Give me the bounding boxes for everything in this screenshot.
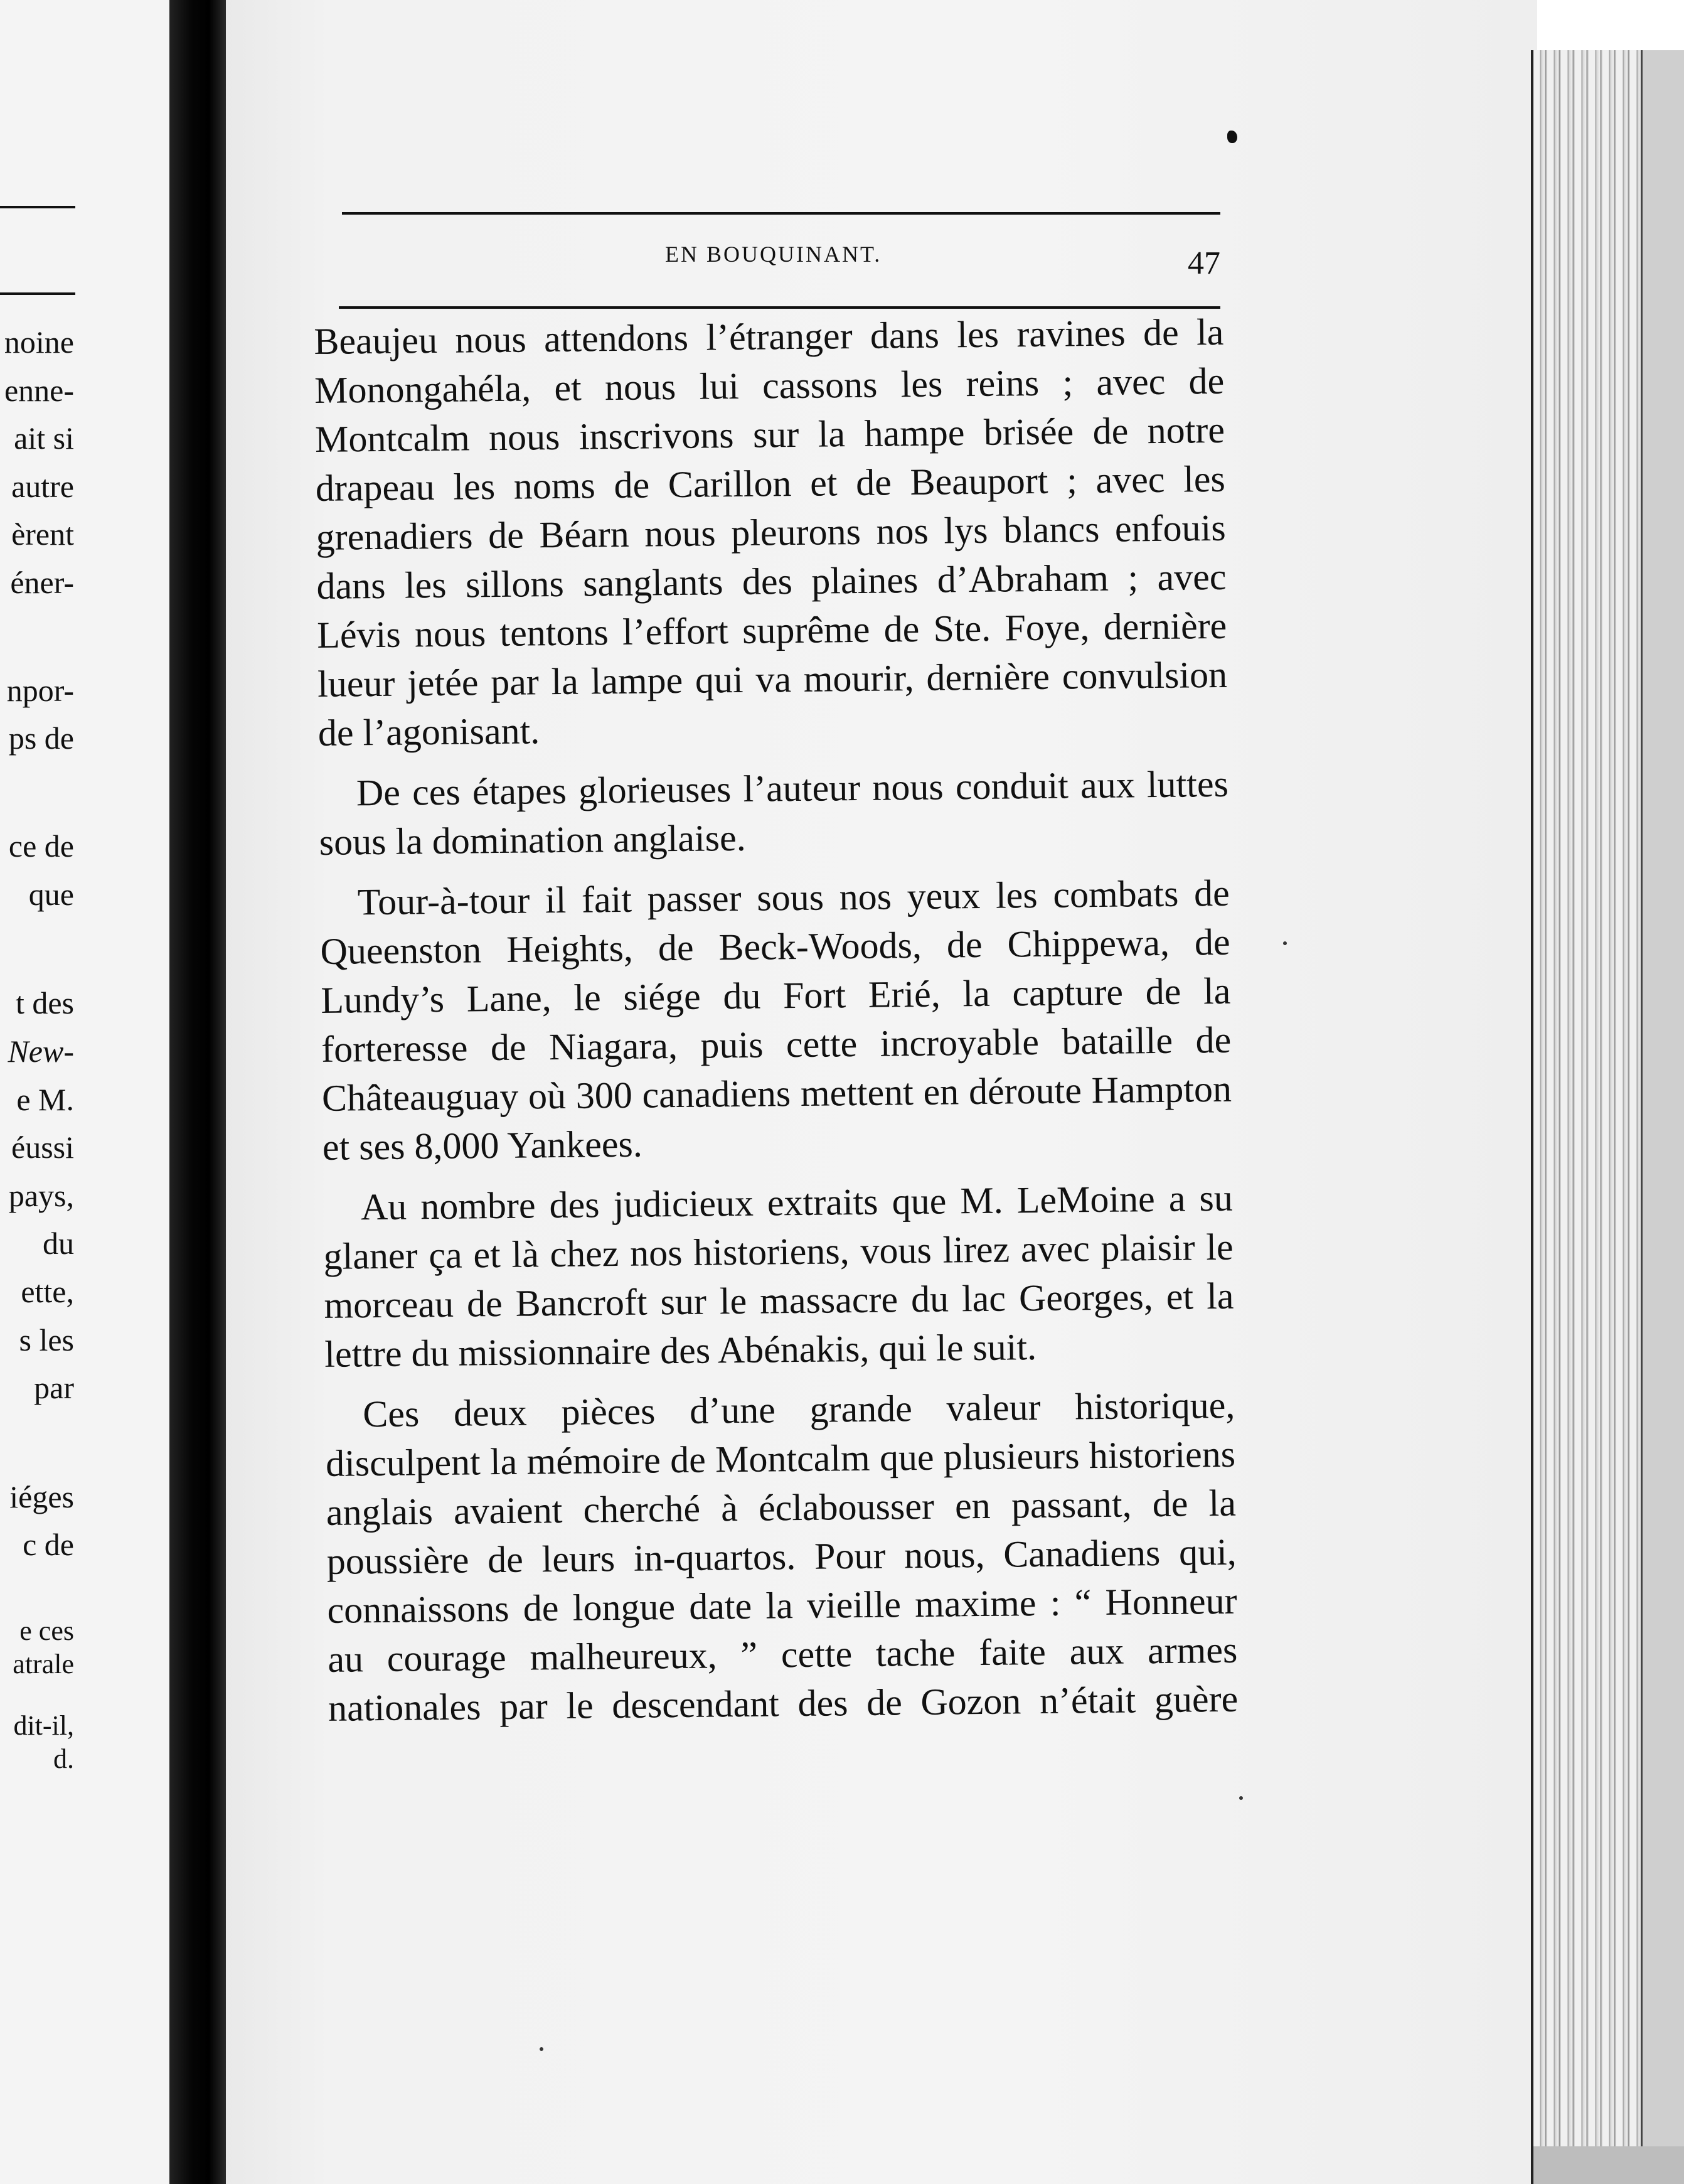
left-fragment: New- — [8, 1034, 74, 1069]
left-fragment: s les — [19, 1322, 74, 1357]
left-fragment: dit-il, — [13, 1710, 74, 1741]
paper-speck — [1239, 1796, 1243, 1800]
paper-speck — [1283, 941, 1287, 945]
paper-speck — [540, 2047, 543, 2051]
left-fragment: éussi — [11, 1130, 74, 1165]
left-fragment: npor- — [6, 673, 74, 708]
paragraph: Ces deux pièces d’une grande valeur historique, disculpent la mémoire de Montcalm que plusieurs historiens anglais avaient cherché à éclabousser en passant, de la poussière de leurs in-quartos. Pour nous, Canadiens qui, connaissons de longue date la vieille maxime : “ Honneur au courage malheureux, ” cette tache faite aux armes nationales par le descendant des de Gozon n’était guère — [325, 1384, 1239, 1729]
left-fragment: e M. — [16, 1082, 74, 1117]
left-fragment: c de — [23, 1527, 74, 1562]
left-fragment: que — [28, 877, 74, 912]
paragraph: Au nombre des judicieux extraits que M. LeMoine a su glaner ça et là chez nos historiens, vous lirez avec plaisir le morceau de Bancroft sur le massacre du lac Georges, et la lettre du missionnaire des Abénakis, qui le suit. — [323, 1177, 1234, 1375]
left-fragment: noine — [4, 324, 74, 360]
left-page-rule-head — [0, 292, 75, 295]
paragraph: Beaujeu nous attendons l’étranger dans les ravines de la Monongahéla, et nous lui cassons les reins ; avec de Montcalm nous inscrivons sur la hampe brisée de notre drapeau les noms de Carillon et de Beauport ; avec les grenadiers de Béarn nous pleurons nos lys blancs enfouis dans les sillons sanglants des plaines d’Abraham ; avec Lévis nous tentons l’effort suprême de Ste. Foye, dernière lueur jetée par la lampe qui va mourir, dernière convulsion de l’agonisant. — [314, 311, 1228, 754]
paragraph: Tour-à-tour il fait passer sous nos yeux les combats de Queenston Heights, de Beck-Woods, de Chippewa, de Lundy’s Lane, le siége du Fort Erié, la capture de la forteresse de Niagara, puis cette incroyable bataille de Châteauguay où 300 canadiens mettent en déroute Hampton et ses 8,000 Yankees. — [320, 872, 1232, 1168]
header-rule-top — [342, 212, 1220, 215]
ink-mark — [1227, 131, 1237, 143]
page-edges — [1531, 50, 1684, 2184]
left-fragment: iéges — [9, 1479, 74, 1514]
running-head: EN BOUQUINANT. — [665, 242, 882, 267]
left-fragment: autre — [11, 469, 74, 504]
left-fragment: pays, — [8, 1178, 74, 1213]
body-text — [314, 308, 1239, 1733]
page-edge-bottom — [1533, 2146, 1684, 2184]
left-fragment: e ces — [19, 1615, 74, 1646]
left-fragment: éner- — [10, 565, 74, 600]
left-fragment: du — [43, 1226, 74, 1261]
left-fragment: èrent — [11, 517, 74, 552]
page-number: 47 — [1188, 245, 1220, 281]
left-fragment: ps de — [8, 720, 74, 756]
left-fragment: enne- — [4, 373, 74, 408]
left-fragment: atrale — [13, 1649, 74, 1679]
left-fragment: par — [34, 1370, 74, 1405]
left-fragment: ait si — [14, 420, 74, 456]
left-fragment: d. — [53, 1743, 74, 1774]
left-fragment: ette, — [21, 1274, 74, 1309]
left-fragment: t des — [15, 985, 74, 1020]
left-page-rule-top — [0, 206, 75, 208]
left-fragment: ce de — [8, 828, 74, 864]
page-edge-cap — [1641, 50, 1684, 2184]
book-gutter — [169, 0, 226, 2184]
paragraph: De ces étapes glorieuses l’auteur nous conduit aux luttes sous la domination anglaise. — [319, 763, 1229, 863]
left-facing-page — [0, 0, 169, 2184]
